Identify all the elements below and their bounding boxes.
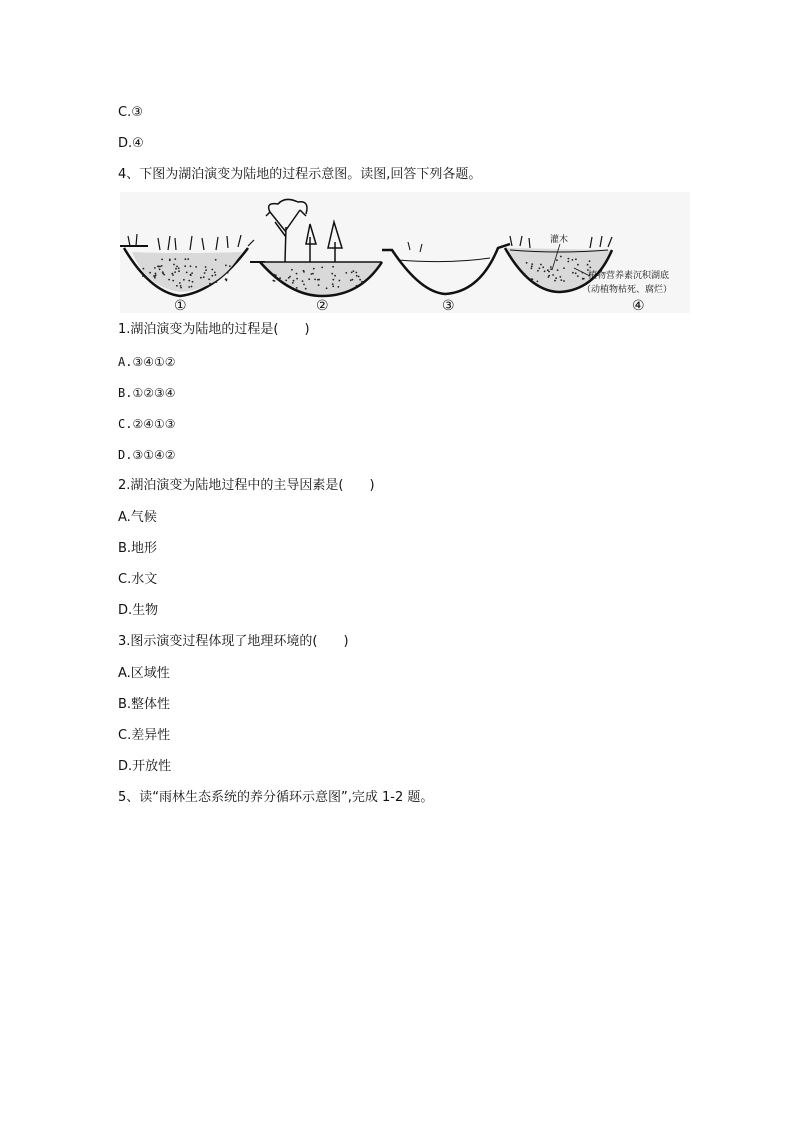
sediment-dot	[142, 275, 144, 277]
sediment-dot	[532, 278, 534, 280]
sediment-dot	[582, 272, 584, 274]
sediment-dot	[339, 280, 341, 282]
sediment-dot	[524, 273, 526, 275]
sediment-dot	[577, 275, 579, 277]
sediment-dot	[318, 284, 320, 286]
sediment-dot	[179, 282, 181, 284]
sediment-dot	[176, 266, 178, 268]
sediment-dot	[526, 262, 528, 264]
sediment-dot	[208, 285, 210, 287]
sediment-dot	[215, 281, 217, 283]
sediment-dot	[531, 267, 533, 269]
sediment-dot	[159, 268, 161, 270]
sediment-dot	[161, 259, 163, 261]
sediment-dot	[214, 272, 216, 274]
sediment-dot	[332, 279, 334, 281]
sediment-dot	[350, 279, 352, 281]
sediment-dot	[356, 285, 358, 287]
sediment-dot	[552, 274, 554, 276]
sediment-dot	[559, 276, 561, 278]
sediment-dot	[162, 273, 164, 275]
sediment-dot	[363, 282, 365, 284]
sediment-dot	[280, 280, 282, 282]
sediment-dot	[203, 276, 205, 278]
sediment-dot	[144, 277, 146, 279]
sediment-dot	[174, 271, 176, 273]
option: D.生物	[118, 603, 159, 618]
sediment-dot	[302, 280, 304, 282]
sediment-dot	[200, 277, 202, 279]
annotation-shrub: 灌木	[550, 235, 569, 245]
sediment-dot	[531, 265, 533, 267]
sediment-dot	[190, 265, 192, 267]
sediment-dot	[560, 256, 562, 258]
sediment-dot	[575, 258, 577, 260]
sediment-dot	[345, 272, 347, 274]
stage-3-basin	[382, 242, 510, 294]
sediment-dot	[205, 269, 207, 271]
sediment-dot	[547, 269, 549, 271]
sediment-dot	[296, 287, 298, 289]
sediment-dot	[185, 258, 187, 260]
sediment-dot	[190, 274, 192, 276]
sediment-dot	[229, 265, 231, 267]
sediment-dot	[308, 278, 310, 280]
sediment-dot	[208, 278, 210, 280]
sediment-dot	[352, 279, 354, 281]
question-5-intro: 5、读“雨林生态系统的养分循环示意图”,完成 1-2 题。	[118, 790, 434, 805]
sediment-dot	[285, 280, 287, 282]
sediment-dot	[572, 259, 574, 261]
sediment-dot	[143, 268, 145, 270]
sediment-dot	[188, 286, 190, 288]
prev-option-d: D.④	[118, 136, 144, 151]
sediment-dot	[296, 278, 298, 280]
sediment-dot	[331, 273, 333, 275]
sediment-dot	[332, 283, 334, 285]
prev-option-c: C.③	[118, 105, 143, 120]
stage-label-4: ④	[632, 298, 645, 313]
sediment-dot	[321, 267, 323, 269]
option: B.整体性	[118, 697, 171, 712]
sediment-dot	[568, 258, 570, 260]
sediment-dot	[572, 272, 574, 274]
sediment-dot	[215, 259, 217, 261]
sediment-dot	[560, 279, 562, 281]
sediment-dot	[313, 268, 315, 270]
sediment-dot	[312, 273, 314, 275]
sediment-dot	[155, 274, 157, 276]
sediment-dot	[589, 260, 591, 262]
option: B.①②③④	[118, 386, 176, 400]
sediment-dot	[303, 284, 305, 286]
sediment-dot	[361, 281, 363, 283]
sediment-dot	[176, 285, 178, 287]
sediment-dot	[168, 279, 170, 281]
sediment-dot	[273, 274, 275, 276]
lake-evolution-diagram	[120, 192, 690, 313]
sediment-dot	[195, 266, 197, 268]
sediment-dot	[204, 272, 206, 274]
sediment-dot	[556, 259, 558, 261]
sediment-dot	[550, 268, 552, 270]
sediment-dot	[155, 273, 157, 275]
sediment-dot	[292, 282, 294, 284]
stage-label-2: ②	[316, 298, 329, 313]
sediment-dot	[215, 274, 217, 276]
question-4-intro: 4、下图为湖泊演变为陆地的过程示意图。读图,回答下列各题。	[118, 167, 482, 182]
sediment-dot	[174, 258, 176, 260]
sediment-dot	[211, 269, 213, 271]
option: B.地形	[118, 541, 158, 556]
sediment-dot	[575, 272, 577, 274]
sediment-dot	[557, 269, 559, 271]
sediment-dot	[296, 273, 298, 275]
sediment-dot	[567, 261, 569, 263]
sediment-dot	[279, 277, 281, 279]
sediment-dot	[555, 277, 557, 279]
sediment-dot	[563, 267, 565, 269]
question-stem: 2.湖泊演变为陆地过程中的主导因素是( )	[118, 478, 375, 493]
option: A.区域性	[118, 666, 170, 681]
sediment-dot	[589, 267, 591, 269]
sediment-dot	[178, 270, 180, 272]
sediment-dot	[544, 270, 546, 272]
sediment-dot	[550, 266, 552, 268]
option: A.③④①②	[118, 355, 176, 369]
sediment-dot	[175, 268, 177, 270]
sediment-dot	[303, 271, 305, 273]
sediment-dot	[191, 272, 193, 274]
sediment-dot	[184, 265, 186, 267]
sediment-dot	[227, 272, 229, 274]
sediment-dot	[359, 279, 361, 281]
question-stem: 1.湖泊演变为陆地的过程是( )	[118, 322, 310, 337]
sediment-dot	[192, 281, 194, 283]
sediment-dot	[582, 278, 584, 280]
sediment-dot	[272, 280, 274, 282]
option: C.水文	[118, 572, 158, 587]
sediment-dot	[188, 280, 190, 282]
sediment-dot	[288, 277, 290, 279]
sediment-dot	[275, 274, 277, 276]
sediment-dot	[587, 269, 589, 271]
sediment-dot	[358, 276, 360, 278]
sediment-dot	[353, 270, 355, 272]
sediment-dot	[356, 275, 358, 277]
stage-label-3: ③	[442, 298, 455, 313]
sediment-dot	[180, 285, 182, 287]
sediment-dot	[161, 265, 163, 267]
sediment-dot	[205, 266, 207, 268]
question-stem: 3.图示演变过程体现了地理环境的( )	[118, 634, 349, 649]
sediment-dot	[226, 280, 228, 282]
sediment-dot	[225, 265, 227, 267]
sediment-dot	[209, 283, 211, 285]
option: A.气候	[118, 510, 157, 525]
sediment-dot	[548, 276, 550, 278]
sediment-dot	[154, 267, 156, 269]
sediment-dot	[289, 276, 291, 278]
sediment-dot	[187, 258, 189, 260]
sediment-dot	[554, 280, 556, 282]
sediment-dot	[183, 279, 185, 281]
sediment-dot	[332, 266, 334, 268]
sediment-dot	[314, 279, 316, 281]
sediment-dot	[157, 265, 159, 267]
sediment-dot	[540, 264, 542, 266]
sediment-dot	[338, 286, 340, 288]
sediment-dot	[537, 270, 539, 272]
sediment-dot	[172, 274, 174, 276]
sediment-dot	[563, 280, 565, 282]
annotation-decay: （动植物枯死、腐烂）	[582, 285, 673, 295]
sediment-dot	[531, 263, 533, 265]
sediment-dot	[211, 275, 213, 277]
sediment-dot	[291, 269, 293, 271]
lake-evolution-figure	[120, 192, 690, 313]
sediment-dot	[169, 259, 171, 261]
sediment-dot	[332, 285, 334, 287]
stage-label-1: ①	[174, 298, 187, 313]
sediment-dot	[355, 272, 357, 274]
sediment-dot	[542, 266, 544, 268]
option: D.开放性	[118, 759, 172, 774]
sediment-dot	[539, 267, 541, 269]
sediment-dot	[173, 264, 175, 266]
sediment-dot	[326, 287, 328, 289]
annotation-sediment: 植物营养素沉积湖底	[588, 271, 670, 281]
option: D.③①④②	[118, 448, 176, 462]
sediment-dot	[149, 272, 151, 274]
sediment-dot	[305, 288, 307, 290]
sediment-dot	[334, 275, 336, 277]
sediment-dot	[178, 267, 180, 269]
sediment-dot	[577, 264, 579, 266]
sediment-dot	[191, 286, 193, 288]
sediment-dot	[587, 264, 589, 266]
stage-1-basin	[120, 234, 254, 296]
sediment-dot	[186, 272, 188, 274]
sediment-dot	[537, 281, 539, 283]
option: C.②④①③	[118, 417, 176, 431]
option: C.差异性	[118, 728, 171, 743]
sediment-dot	[172, 280, 174, 282]
sediment-dot	[180, 287, 182, 289]
sediment-dot	[351, 272, 353, 274]
sediment-dot	[293, 280, 295, 282]
sediment-dot	[317, 279, 319, 281]
